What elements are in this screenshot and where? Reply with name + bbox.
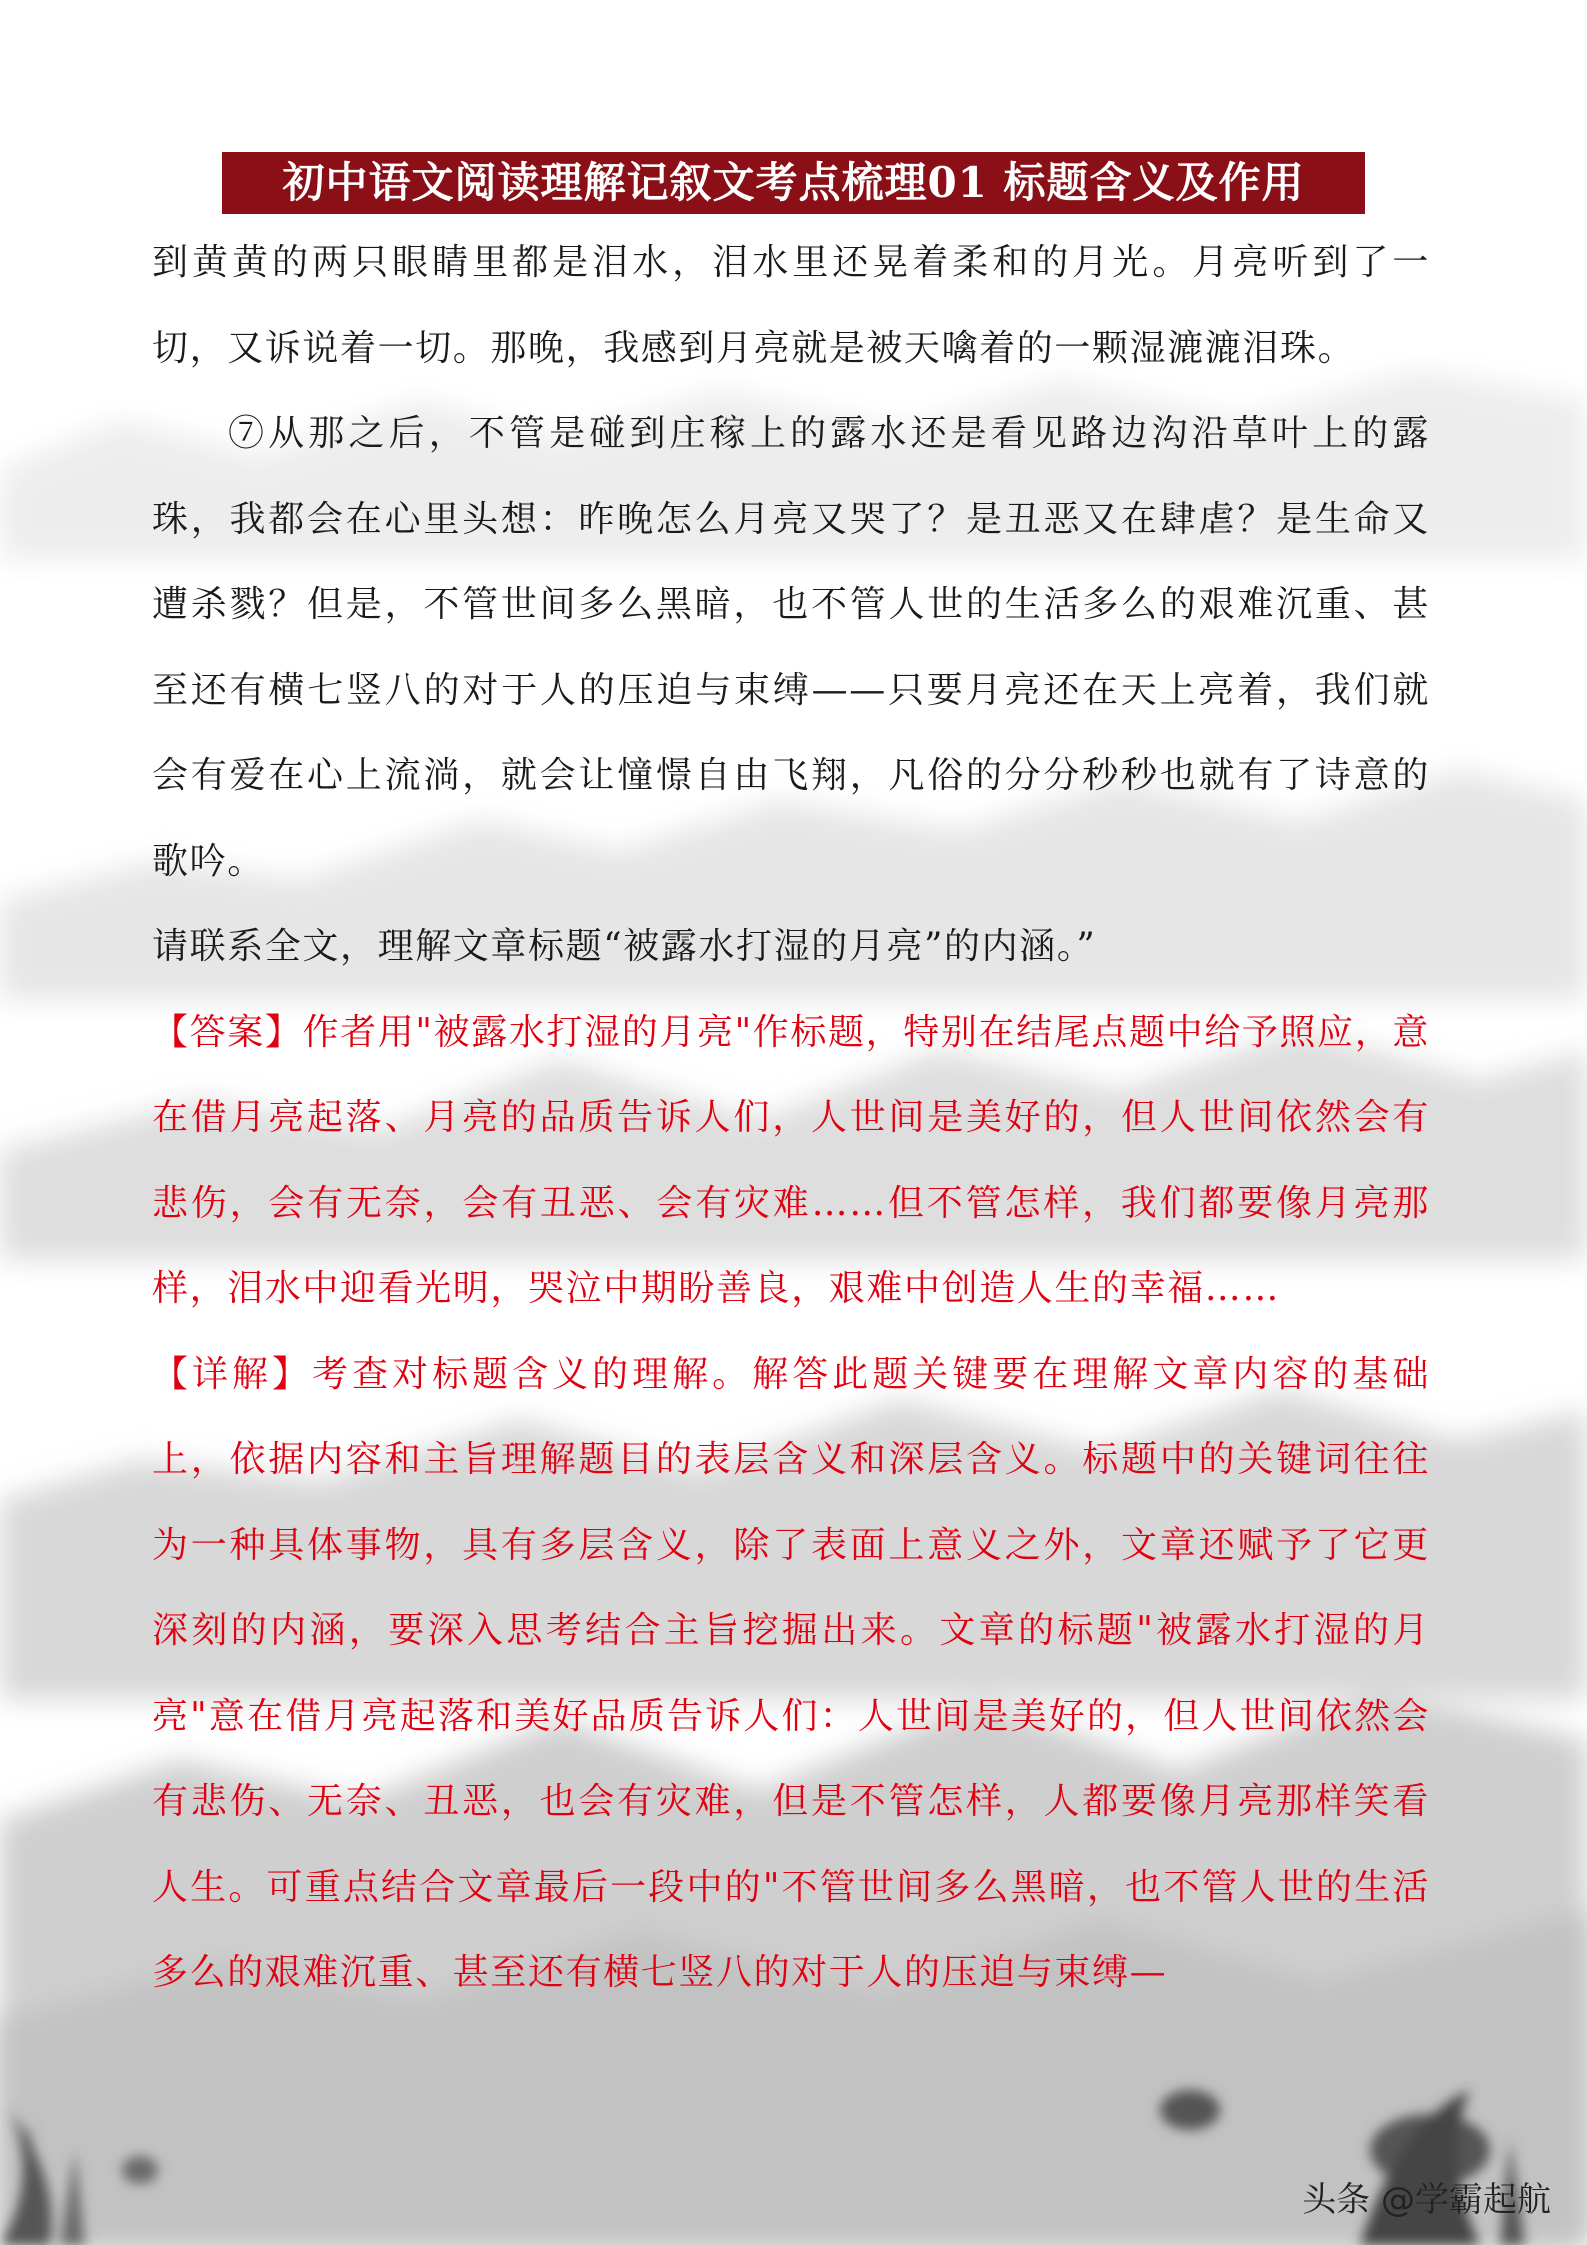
question-text: 请联系全文，理解文章标题“被露水打湿的月亮”的内涵。” — [152, 926, 1097, 967]
answer-text: 【答案】作者用"被露水打湿的月亮"作标题，特别在结尾点题中给予照应，意在借月亮起落、月亮的品质告诉人们，人世间是美好的，但人世间依然会有悲伤，会有无奈，会有丑恶、会有灾难……但不管怎样，我们都要像月亮那样，泪水中迎看光明，哭泣中期盼善良，艰难中创造人生的幸福…… — [152, 1011, 1430, 1309]
document-title: 初中语文阅读理解记叙文考点梳理01 标题含义及作用 — [222, 152, 1365, 214]
paragraph-7: ⑦从那之后，不管是碰到庄稼上的露水还是看见路边沟沿草叶上的露珠，我都会在心里头想：昨晚怎么月亮又哭了？是丑恶又在肆虐？是生命又遭杀戮？但是，不管世间多么黑暗，也不管人世的生活多么的艰难沉重、甚至还有横七竖八的对于人的压迫与束缚——只要月亮还在天上亮着，我们就会有爱在心上流淌，就会让憧憬自由飞翔，凡俗的分分秒秒也就有了诗意的歌吟。 — [152, 413, 1430, 882]
document-body — [152, 220, 1430, 2016]
paragraph-continuation: 到黄黄的两只眼睛里都是泪水，泪水里还晃着柔和的月光。月亮听到了一切，又诉说着一切。那晚，我感到月亮就是被天噙着的一颗湿漉漉泪珠。 — [152, 242, 1430, 369]
explanation-text: 【详解】考查对标题含义的理解。解答此题关键要在理解文章内容的基础上，依据内容和主旨理解题目的表层含义和深层含义。标题中的关键词往往为一种具体事物，具有多层含义，除了表面上意义之外，文章还赋予了它更深刻的内涵，要深入思考结合主旨挖掘出来。文章的标题"被露水打湿的月亮"意在借月亮起落和美好品质告诉人们：人世间是美好的，但人世间依然会有悲伤、无奈、丑恶，也会有灾难，但是不管怎样，人都要像月亮那样笑看人生。可重点结合文章最后一段中的"不管世间多么黑暗，也不管人世的生活多么的艰难沉重、甚至还有横七竖八的对于人的压迫与束缚— — [152, 1353, 1430, 1993]
watermark: 头条 @学霸起航 — [1302, 2180, 1551, 2220]
